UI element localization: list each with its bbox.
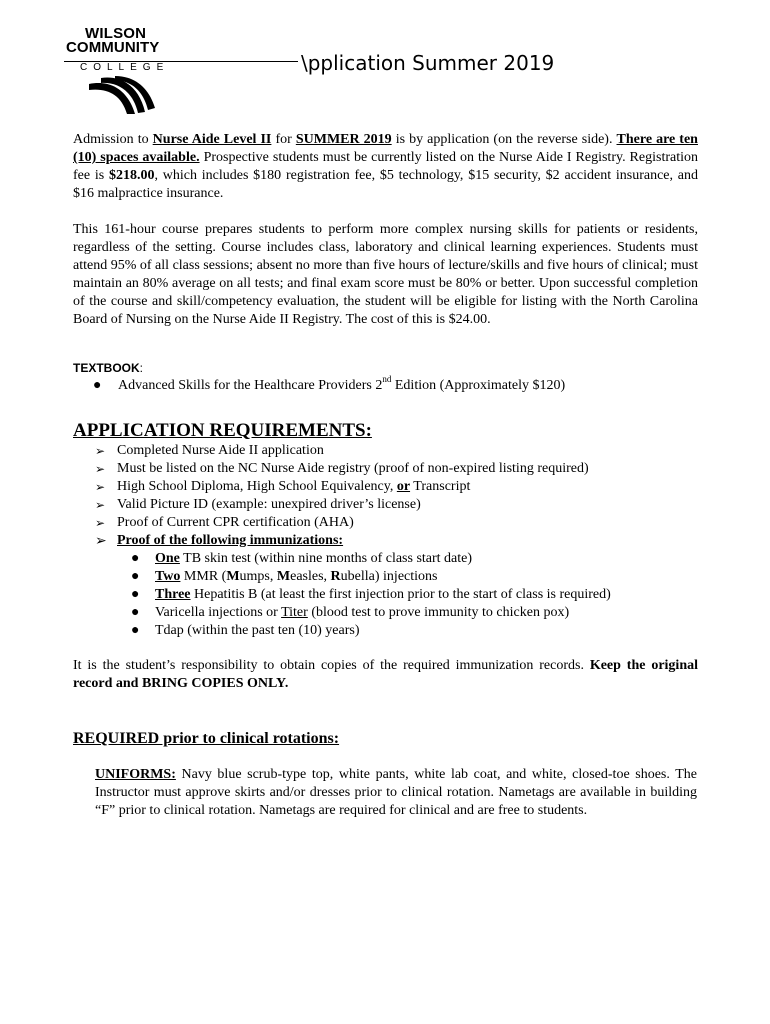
arrow-bullet-icon: ➢	[95, 480, 106, 494]
immunizations-list	[131, 550, 611, 640]
textbook-item: ● Advanced Skills for the Healthcare Providers 2nd Edition (Approximately $120)	[93, 374, 566, 393]
intro-paragraph: Admission to Nurse Aide Level II for SUMMER 2019 is by application (on the reverse side). There are ten (10) spaces available. Prospective students must be currently listed on the Nurse Aide I Registry. Registration fee is $218.00, which includes $180 registration fee, $5 technology, $15 security, $2 accident insurance, and $16 malpractice insurance.	[73, 132, 698, 201]
list-item: ➢ Completed Nurse Aide II application	[95, 443, 324, 458]
requirements-heading: APPLICATION REQUIREMENTS:	[73, 420, 372, 441]
round-bullet-icon: ●	[131, 569, 140, 584]
list-item: ➢ High School Diploma, High School Equivalency, or Transcript	[95, 479, 471, 494]
arrow-bullet-icon: ➢	[95, 498, 106, 512]
list-item: ➢ Must be listed on the NC Nurse Aide registry (proof of non-expired listing required)	[95, 461, 589, 476]
uniforms-paragraph: UNIFORMS: Navy blue scrub-type top, white pants, white lab coat, and white, closed-toe shoes. The Instructor must approve skirts and/or dresses prior to clinical rotation. Nametags are available in building “F” prior to clinical rotation. Nametags are required for clinical and are free to students.	[95, 767, 697, 818]
list-item: ● One TB skin test (within nine months of class start date)	[131, 551, 473, 566]
term-name: SUMMER 2019	[295, 132, 392, 147]
round-bullet-icon: ●	[131, 623, 140, 638]
spaces-available: There are ten (10) spaces available.	[73, 132, 698, 165]
logo-line-wilson: WILSON	[85, 25, 147, 42]
arrow-bullet-icon: ➢	[95, 516, 106, 530]
list-item: ➢ Proof of Current CPR certification (AHA)	[95, 515, 354, 530]
list-item: ➢ Proof of the following immunizations:	[95, 533, 344, 549]
arrow-bullet-icon: ➢	[95, 462, 106, 476]
clinical-heading: REQUIRED prior to clinical rotations:	[73, 730, 340, 747]
arrow-bullet-icon: ➢	[95, 444, 106, 458]
requirements-list	[95, 442, 589, 550]
registration-fee: $218.00	[108, 168, 155, 183]
list-item: ● Three Hepatitis B (at least the first injection prior to the start of class is required)	[131, 587, 611, 602]
round-bullet-icon: ●	[93, 378, 102, 393]
course-name: Nurse Aide Level II	[152, 132, 272, 147]
responsibility-paragraph: It is the student’s responsibility to obtain copies of the required immunization records. Keep the original record and BRING COPIES ONLY.	[73, 658, 699, 691]
round-bullet-icon: ●	[131, 605, 140, 620]
list-item: ● Varicella injections or Titer (blood test to prove immunity to chicken pox)	[131, 605, 570, 620]
course-description: This 161-hour course prepares students to perform more complex nursing skills for patients or residents, regardless of the setting. Course includes class, laboratory and clinical learning experiences. Students must attend 95% of all class sessions; absent no more than five hours of lecture/skills and five hours of clinical; must maintain an 80% average on all tests; and final exam score must be 80% or better. Upon successful completion of the course and skill/competency evaluation, the student will be eligible for listing with the North Carolina Board of Nursing on the Nurse Aide II Registry. The cost of this is $24.00.	[73, 222, 698, 327]
arrow-bullet-icon: ➢	[95, 533, 107, 549]
textbook-heading: TEXTBOOK:	[73, 361, 144, 375]
page-title: \pplication Summer 2019	[301, 51, 555, 75]
round-bullet-icon: ●	[131, 551, 140, 566]
logo-line-community: COMMUNITY	[66, 39, 160, 56]
wilson-wave-logo-icon	[87, 76, 157, 116]
logo-line-college: COLLEGE	[80, 62, 170, 73]
list-item: ● Tdap (within the past ten (10) years)	[131, 623, 360, 638]
list-item: ● Two MMR (Mumps, Measles, Rubella) injections	[131, 569, 438, 584]
logo-divider	[64, 61, 298, 62]
round-bullet-icon: ●	[131, 587, 140, 602]
college-logo	[60, 24, 180, 124]
list-item: ➢ Valid Picture ID (example: unexpired driver’s license)	[95, 497, 421, 512]
